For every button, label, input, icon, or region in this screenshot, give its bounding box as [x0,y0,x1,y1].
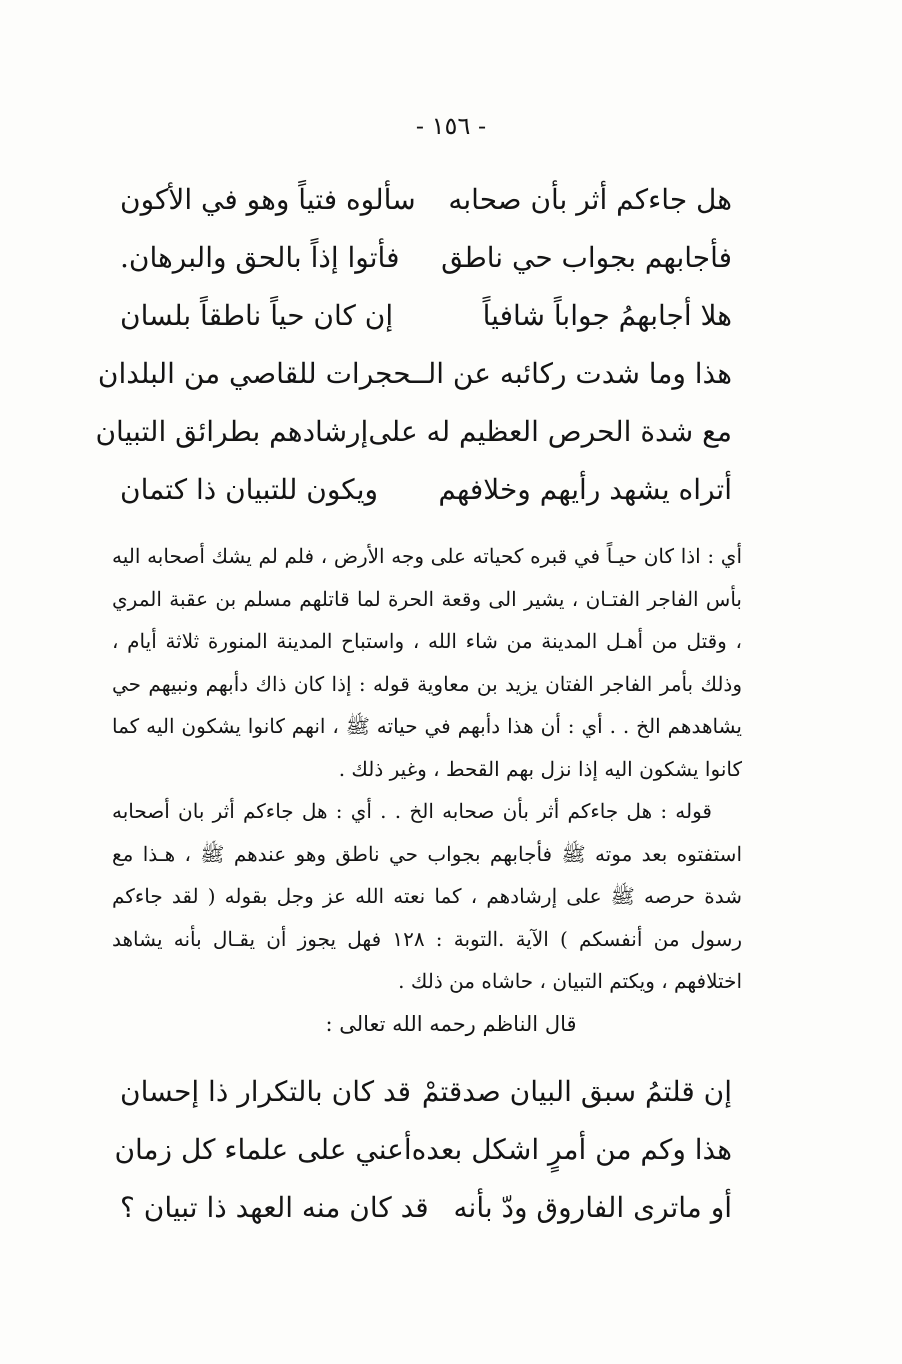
verse-block-bottom [114,1062,732,1236]
page-number: - ١٥٦ - [415,112,487,140]
commentary-text: قوله : هل جاءكم أثر بأن صحابه الخ . . أي : هل جاءكم أثر بان أصحابه استفتوه بعد موته ﷺ فأجابهم بجواب حي ناطق وهو عندهم ﷺ ، هـذا مع شدة حرصه ﷺ على إرشادهم ، كما نعته الله عز وجل بقوله ( لقد جاءكم رسول من أنفسكم ) الآية .التوبة : ١٢٨ فهل يجوز أن يقـال بأنه يشاهد اختلافهم ، ويكتم التبيان ، حاشاه من ذلك . [112,799,742,993]
section-heading: قال الناظم رحمه الله تعالى : [325,1012,577,1036]
verse-second-hemistich: قد كان بالتكرار ذا إحسان [120,1074,412,1108]
verse-line [97,344,732,402]
verse-first-hemistich: إن قلتمُ سبق البيان صدقتمْ [421,1074,732,1108]
verse-first-hemistich: مع شدة الحرص العظيم له على [368,414,732,448]
verse-second-hemistich: قد كان منه العهد ذا تبيان ؟ [120,1190,429,1224]
verse-first-hemistich: أتراه يشهد رأيهم وخلافهم [438,472,732,506]
verse-second-hemistich: فأتوا إذاً بالحق والبرهان. [120,240,400,274]
verse-first-hemistich: أو ماترى الفاروق ودّ بأنه [453,1190,732,1224]
verse-line [120,1062,732,1120]
verse-line [120,1178,732,1236]
verse-line [120,170,732,228]
commentary-text: أي : اذا كان حيـاً في قبره كحياته على وجه الأرض ، فلم لم يشك أصحابه اليه بأس الفاجر الفتـان ، يشير الى وقعة الحرة لما قاتلهم مسلم بن عقبة المري ، وقتل من أهـل المدينة من شاء الله ، واستباح المدينة المنورة ثلاثة أيام ، وذلك بأمر الفاجر الفتان يزيد بن معاوية قوله : إذا كان ذاك دأبهم ونبيهم حي يشاهدهم الخ . . أي : أن هذا دأبهم في حياته ﷺ ، انهم كانوا يشكون اليه كما كانوا يشكون اليه إذا نزل بهم القحط ، وغير ذلك . [112,544,742,781]
verse-line [95,402,732,460]
verse-line [114,1120,732,1178]
verse-line [120,460,732,518]
verse-second-hemistich: سألوه فتياً وهو في الأكون [120,182,416,216]
verse-first-hemistich: هذا وما شدت ركائبه عن الـ [419,356,732,390]
commentary-paragraph [112,790,742,1003]
verse-second-hemistich: أعني على علماء كل زمان [114,1132,412,1166]
verse-second-hemistich: ويكون للتبيان ذا كتمان [120,472,379,506]
verse-second-hemistich: ـحجرات للقاصي من البلدان [97,356,420,390]
verse-second-hemistich: إن كان حياً ناطقاً بلسان [120,298,394,332]
verse-line [120,228,732,286]
verse-first-hemistich: هلا أجابهمُ جواباً شافياً [482,298,732,332]
verse-first-hemistich: هذا وكم من أمرٍ اشكل بعده [411,1132,732,1166]
commentary-paragraph [112,535,742,790]
verse-block-top [95,170,732,518]
verse-first-hemistich: هل جاءكم أثر بأن صحابه [448,182,732,216]
verse-second-hemistich: إرشادهم بطرائق التبيان [95,414,369,448]
verse-first-hemistich: فأجابهم بجواب حي ناطق [441,240,732,274]
verse-line [120,286,732,344]
